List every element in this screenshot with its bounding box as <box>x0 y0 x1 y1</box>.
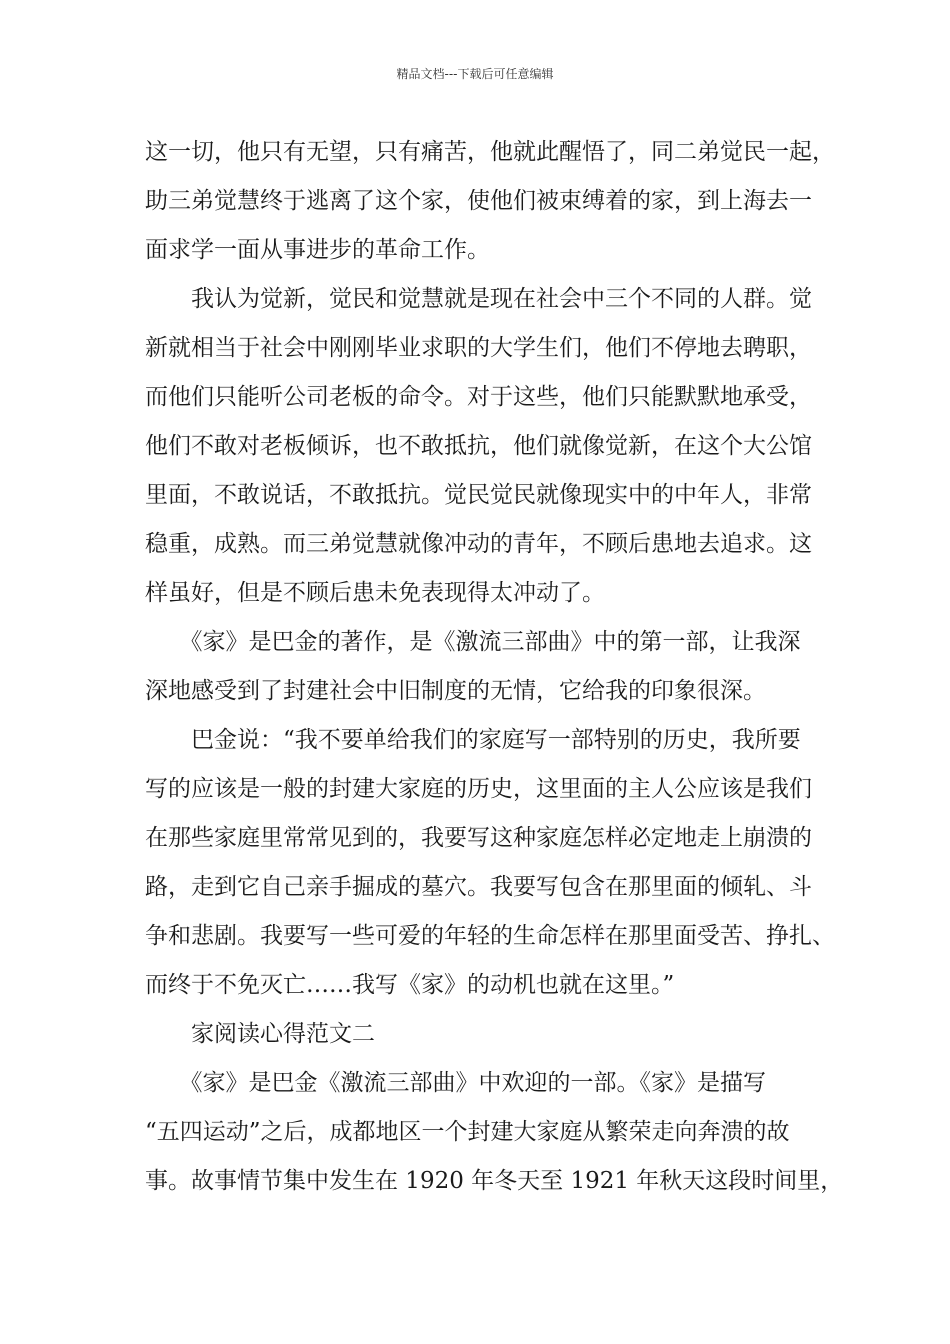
text-line: 路，走到它自己亲手掘成的墓穴。我要写包含在那里面的倾轧、斗 <box>145 874 812 900</box>
text-line: 面求学一面从事进步的革命工作。 <box>145 237 490 263</box>
text-line: 他们不敢对老板倾诉，也不敢抵抗，他们就像觉新，在这个大公馆 <box>145 433 812 459</box>
text-line: 写的应该是一般的封建大家庭的历史，这里面的主人公应该是我们 <box>145 776 812 802</box>
text-line: 样虽好，但是不顾后患未免表现得太冲动了。 <box>145 580 605 606</box>
text-line: 深地感受到了封建社会中旧制度的无情，它给我的印象很深。 <box>145 678 766 704</box>
text-line: “五四运动”之后，成都地区一个封建大家庭从繁荣走向奔溃的故 <box>145 1119 790 1145</box>
text-line: 而终于不免灭亡……我写《家》的动机也就在这里。” <box>145 972 675 998</box>
text-line: 里面，不敢说话，不敢抵抗。觉民觉民就像现实中的中年人，非常 <box>145 482 812 508</box>
text-line: 而他们只能听公司老板的命令。对于这些，他们只能默默地承受， <box>145 384 812 410</box>
text-line: 稳重，成熟。而三弟觉慧就像冲动的青年，不顾后患地去追求。这 <box>145 531 812 557</box>
text-line: 在那些家庭里常常见到的，我要写这种家庭怎样必定地走上崩溃的 <box>145 825 812 851</box>
text-line: 事。故事情节集中发生在 1920 年冬天至 1921 年秋天这段时间里， <box>145 1168 844 1194</box>
text-line: 《家》是巴金的著作，是《激流三部曲》中的第一部，让我深 <box>145 629 801 655</box>
text-line: 这一切，他只有无望，只有痛苦，他就此醒悟了，同二弟觉民一起， <box>145 139 835 165</box>
text-line: 助三弟觉慧终于逃离了这个家，使他们被束缚着的家，到上海去一 <box>145 188 812 214</box>
text-line: 《家》是巴金《激流三部曲》中欢迎的一部。《家》是描写 <box>145 1070 766 1096</box>
section-heading: 家阅读心得范文二 <box>145 1021 375 1047</box>
document-body <box>145 128 844 1206</box>
text-line: 争和悲剧。我要写一些可爱的年轻的生命怎样在那里面受苦、挣扎、 <box>145 923 835 949</box>
page-header: 精品文档---下载后可任意编辑 <box>396 67 554 81</box>
text-line: 巴金说：“我不要单给我们的家庭写一部特别的历史，我所要 <box>145 727 801 753</box>
text-line: 我认为觉新，觉民和觉慧就是现在社会中三个不同的人群。觉 <box>145 286 812 312</box>
text-line: 新就相当于社会中刚刚毕业求职的大学生们，他们不停地去聘职， <box>145 335 812 361</box>
